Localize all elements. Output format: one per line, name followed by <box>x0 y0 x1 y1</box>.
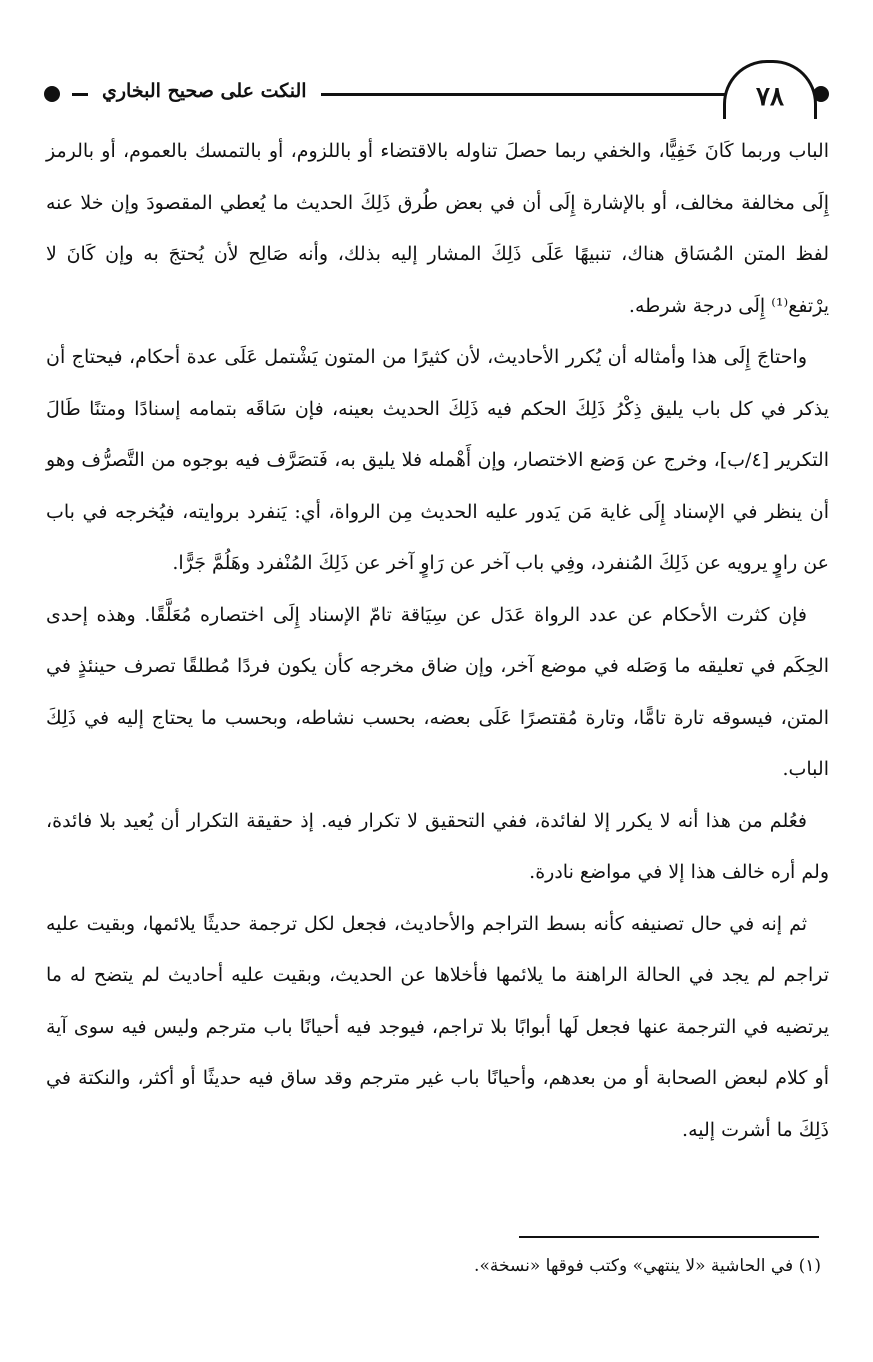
header-ornament-dot-left <box>44 86 60 102</box>
paragraph: فعُلم من هذا أنه لا يكرر إلا لفائدة، ففي التحقيق لا تكرار فيه. إذ حقيقة التكرار أن يُعيد بلا فائدة، ولم أره خالف هذا إلا في مواضع نادرة. <box>46 809 829 883</box>
paragraph: الباب وربما كَانَ خَفِيًّا، والخفي ربما حصلَ تناوله بالاقتضاء أو باللزوم، أو بالتمسك بالعموم، أو بالرمز إِلَى مخالفة مخالف، أو بالإشارة إِلَى أن في بعض طُرق ذَلِكَ الحديث ما يُعطي المقصودَ وإن خلا عنه لفظ المتن المُسَاق هناك، تنبيهًا عَلَى ذَلِكَ المشار إليه بذلك، وأنه صَالِح لأن يُحتجَ به وإن كَانَ لا يرْتفع⁽¹⁾ إِلَى درجة شرطه. <box>46 140 829 317</box>
running-title: النكت على صحيح البخاري <box>88 76 321 106</box>
running-header <box>44 60 829 130</box>
paragraph: واحتاجَ إِلَى هذا وأمثاله أن يُكرر الأحاديث، لأن كثيرًا من المتون يَشْتمل عَلَى عدة أحكام، فيحتاج أن يذكر في كل باب يليق ذِكْرُ ذَلِكَ الحكم فيه ذَلِكَ الحديث بعينه، فإن سَاقَه بتمامه إسنادًا ومتنًا طَالَ التكرير [٤/ب]، وخرج عن وَضع الاختصار، وإن أَهْمله فلا يليق به، فَتصَرَّف فيه بوجوه من التَّصرُّف وهو أن ينظر في الإسناد إِلَى غاية مَن يَدور عليه الحديث مِن الرواة، أي: يَنفرد بروايته، فيُخرجه في باب عن راوٍ يرويه عن ذَلِكَ المُنفرد، وفِي باب آخر عن رَاوٍ آخر عن ذَلِكَ المُنْفرد وهَلُمَّ جَرًّا. <box>46 346 829 574</box>
paragraph: فإن كثرت الأحكام عن عدد الرواة عَدَل عن سِيَاقة تامّ الإسناد إِلَى اختصاره مُعَلَّقًا. وهذه إحدى الحِكَم في تعليقه ما وَصَله في موضع آخر، وإن ضاق مخرجه كأن يكون فردًا مُطلقًا تصرف حينئذٍ في المتن، فيسوقه تارة تامًّا، وتارة مُقتصرًا عَلَى بعضه، بحسب نشاطه، وبحسب ما يحتاج إليه في ذَلِكَ الباب. <box>46 603 829 780</box>
paragraph: ثم إنه في حال تصنيفه كأنه بسط التراجم والأحاديث، فجعل لكل ترجمة حديثًا يلائمها، وبقيت عليه تراجم لم يجد في الحالة الراهنة ما يلائمها فأخلاها عن الحديث، وبقيت عليه أحاديث لم يتضح له ما يرتضيه في الترجمة عنها فجعل لَها أبوابًا بلا تراجم، فيوجد فيه أحيانًا باب مترجم وليس فيه سوى آية أو كلام لبعض الصحابة أو من بعدهم، وأحيانًا باب غير مترجم وقد ساق فيه حديثًا أو أكثر، والنكتة في ذَلِكَ ما أشرت إليه. <box>46 912 829 1141</box>
page-number: ٧٨ <box>723 60 817 119</box>
footnote-separator <box>519 1236 819 1238</box>
footnote: (١) في الحاشية «لا ينتهي» وكتب فوقها «نسخة». <box>474 1256 821 1276</box>
main-text <box>46 126 829 1156</box>
